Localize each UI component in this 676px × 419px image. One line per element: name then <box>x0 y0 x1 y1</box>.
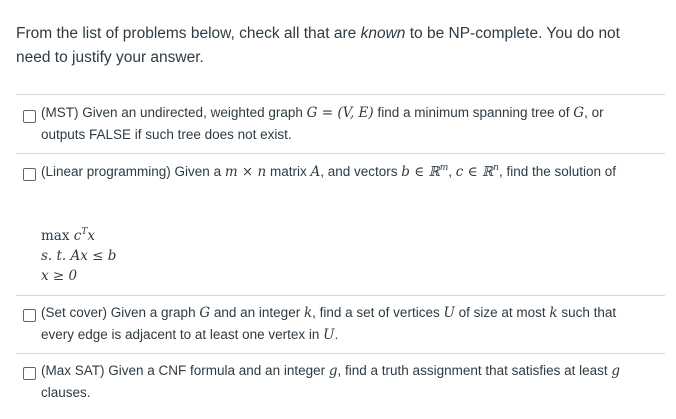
lp-constraint-1: s. t. Ax ≤ b <box>41 248 117 264</box>
question-text-pre: From the list of problems below, check all that are <box>16 25 361 42</box>
math-G: G <box>573 105 585 121</box>
math-b-in-Rm: b ∈ ℝ <box>401 164 440 180</box>
option-mst <box>16 94 665 153</box>
lp-formulation <box>41 226 116 286</box>
option-set-cover <box>16 295 665 353</box>
checkbox-linear-programming[interactable] <box>23 168 36 181</box>
question-text-post: to be NP-complete. You do not need to justify your answer. <box>16 25 620 66</box>
option-mst-label: (MST) Given an undirected, weighted graph G = (V, E) find a minimum spanning tree of G, or outputs FALSE if such tree does not exist. <box>41 105 604 142</box>
lp-objective: $\max c^Tx$ <box>41 227 95 244</box>
checkbox-max-sat[interactable] <box>23 367 36 380</box>
question-text <box>16 22 656 70</box>
math-c-in-Rn: c ∈ ℝ <box>455 164 494 180</box>
math-A: A <box>310 164 321 180</box>
checkbox-mst[interactable] <box>23 110 36 123</box>
math-G-V-E: G = (V, E) <box>306 105 374 121</box>
math-m-by-n: m × n <box>224 164 267 180</box>
question-text-emphasis: known <box>360 25 406 42</box>
option-set-cover-label: (Set cover) Given a graph G and an integer k, find a set of vertices U of size at most k such that every edge is adjacent to at least one vertex in U. <box>41 305 617 343</box>
option-max-sat <box>16 353 665 413</box>
option-max-sat-label: (Max SAT) Given a CNF formula and an integer g, find a truth assignment that satisfies at least g clauses. <box>41 363 621 400</box>
option-linear-programming <box>16 153 665 295</box>
lp-constraint-2: x ≥ 0 <box>41 268 78 284</box>
checkbox-set-cover[interactable] <box>23 309 36 322</box>
option-lp-label: (Linear programming) Given a m × n matrix A, and vectors b ∈ ℝ$^m$, c ∈ ℝ$^n$, find the solution of <box>41 163 617 180</box>
